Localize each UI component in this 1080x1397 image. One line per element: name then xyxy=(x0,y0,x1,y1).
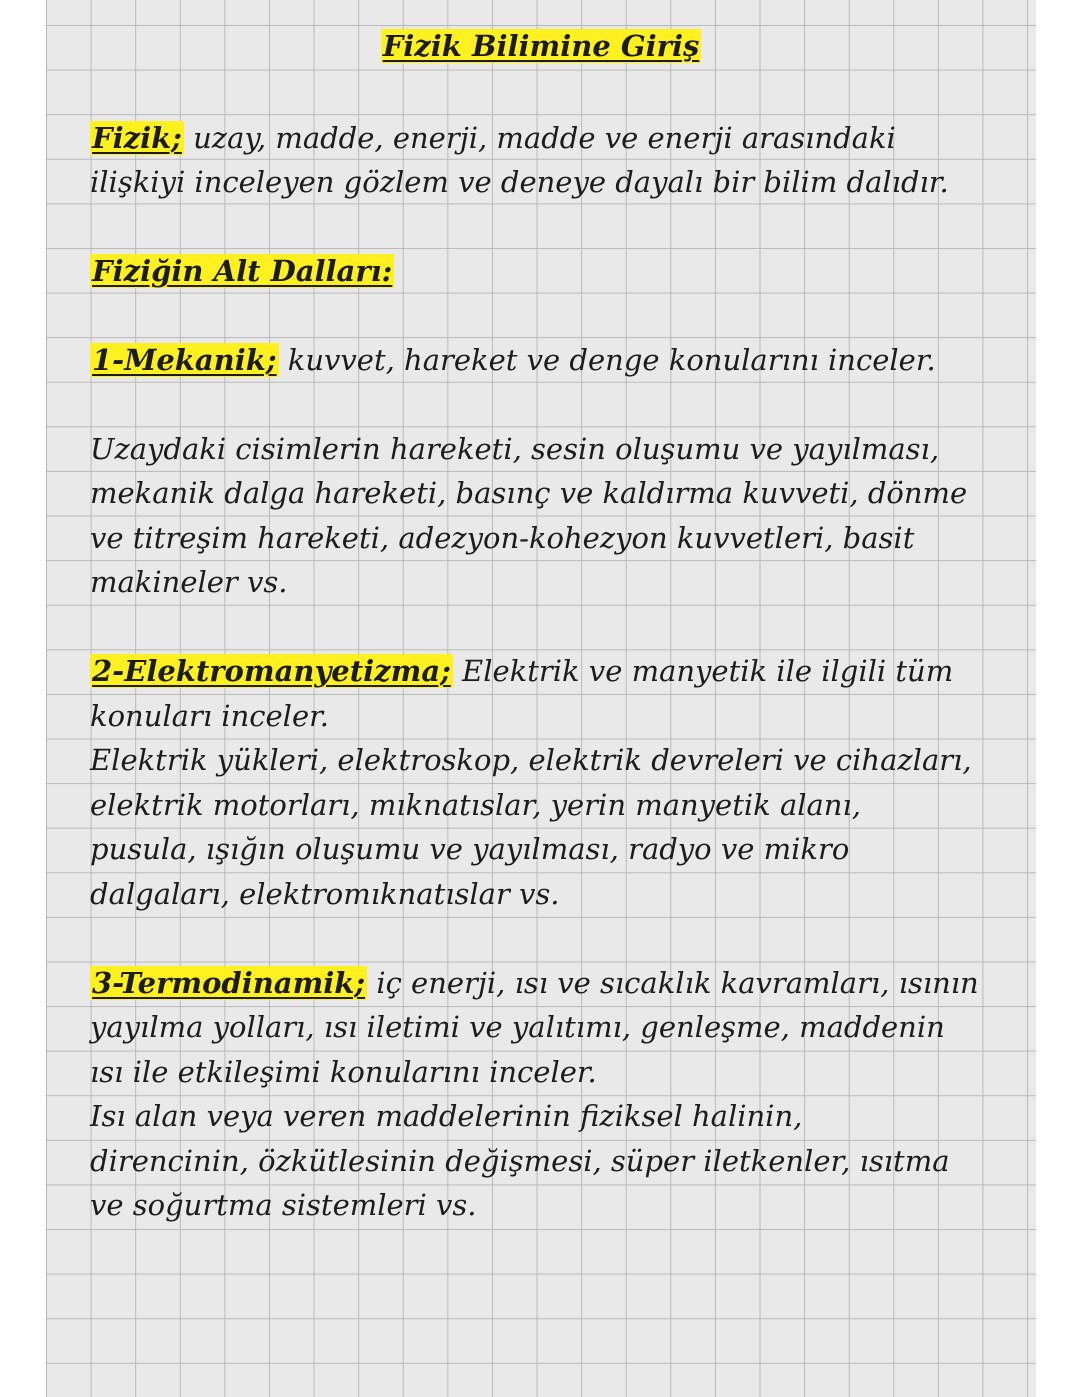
thermodynamics-detail-3 xyxy=(90,1183,477,1227)
thermodynamics-line-2 xyxy=(90,1005,945,1049)
mechanics-detail-2 xyxy=(90,471,967,515)
thermodynamics-text-3: ısı ile etkileşimi konularını inceler. xyxy=(90,1055,597,1089)
mechanics-line-1 xyxy=(90,338,936,382)
electromagnetism-text-1: Elektrik ve manyetik ile ilgili tüm xyxy=(462,654,954,688)
mechanics-detail-1 xyxy=(90,427,939,471)
mechanics-detail-text: makineler vs. xyxy=(90,565,288,599)
electromagnetism-detail-1 xyxy=(90,738,972,782)
electromagnetism-text-2: konuları inceler. xyxy=(90,699,329,733)
intro-text-1: uzay, madde, enerji, madde ve enerji arasındaki xyxy=(193,121,896,155)
notebook-page xyxy=(46,0,1036,1397)
electromagnetism-detail-text: elektrik motorları, mıknatıslar, yerin manyetik alanı, xyxy=(90,788,861,822)
mechanics-text-1: kuvvet, hareket ve denge konularını inceler. xyxy=(287,343,936,377)
subbranches-heading xyxy=(90,249,394,293)
thermodynamics-detail-2 xyxy=(90,1139,949,1183)
thermodynamics-detail-1 xyxy=(90,1094,802,1138)
thermodynamics-detail-text: direncinin, özkütlesinin değişmesi, süper iletkenler, ısıtma xyxy=(90,1144,950,1178)
electromagnetism-detail-text: pusula, ışığın oluşumu ve yayılması, radyo ve mikro xyxy=(90,832,850,866)
mechanics-detail-text: Uzaydaki cisimlerin hareketi, sesin oluşumu ve yayılması, xyxy=(90,432,940,466)
subbranches-heading-text: Fiziğin Alt Dalları: xyxy=(92,254,393,288)
title-highlight: Fizik Bilimine Giriş xyxy=(382,29,700,63)
thermodynamics-text-2: yayılma yolları, ısı iletimi ve yalıtımı, genleşme, maddenin xyxy=(90,1010,945,1044)
mechanics-detail-4 xyxy=(90,560,287,604)
electromagnetism-line-2 xyxy=(90,694,329,738)
thermodynamics-term: 3-Termodinamik; xyxy=(92,966,366,1000)
electromagnetism-detail-text: Elektrik yükleri, elektroskop, elektrik devreleri ve cihazları, xyxy=(90,743,972,777)
thermodynamics-line-3 xyxy=(90,1050,597,1094)
mechanics-detail-text: mekanik dalga hareketi, basınç ve kaldırma kuvveti, dönme xyxy=(90,476,968,510)
intro-line-1 xyxy=(90,116,896,160)
intro-line-2 xyxy=(90,160,949,204)
intro-text-2: ilişkiyi inceleyen gözlem ve deneye dayalı bir bilim dalıdır. xyxy=(90,165,949,199)
intro-term: Fizik; xyxy=(92,121,182,155)
electromagnetism-detail-text: dalgaları, elektromıknatıslar vs. xyxy=(90,877,560,911)
mechanics-detail-3 xyxy=(90,516,914,560)
electromagnetism-detail-3 xyxy=(90,827,849,871)
page-title xyxy=(46,24,1036,68)
mechanics-detail-text: ve titreşim hareketi, adezyon-kohezyon kuvvetleri, basit xyxy=(90,521,915,555)
electromagnetism-term: 2-Elektromanyetizma; xyxy=(92,654,451,688)
thermodynamics-detail-text: ve soğurtma sistemleri vs. xyxy=(90,1188,477,1222)
thermodynamics-line-1 xyxy=(90,961,979,1005)
thermodynamics-detail-text: Isı alan veya veren maddelerinin fiziksel halinin, xyxy=(90,1099,803,1133)
thermodynamics-text-1: iç enerji, ısı ve sıcaklık kavramları, ısının xyxy=(376,966,979,1000)
mechanics-term: 1-Mekanik; xyxy=(92,343,277,377)
electromagnetism-line-1 xyxy=(90,649,953,693)
electromagnetism-detail-4 xyxy=(90,872,560,916)
electromagnetism-detail-2 xyxy=(90,783,861,827)
